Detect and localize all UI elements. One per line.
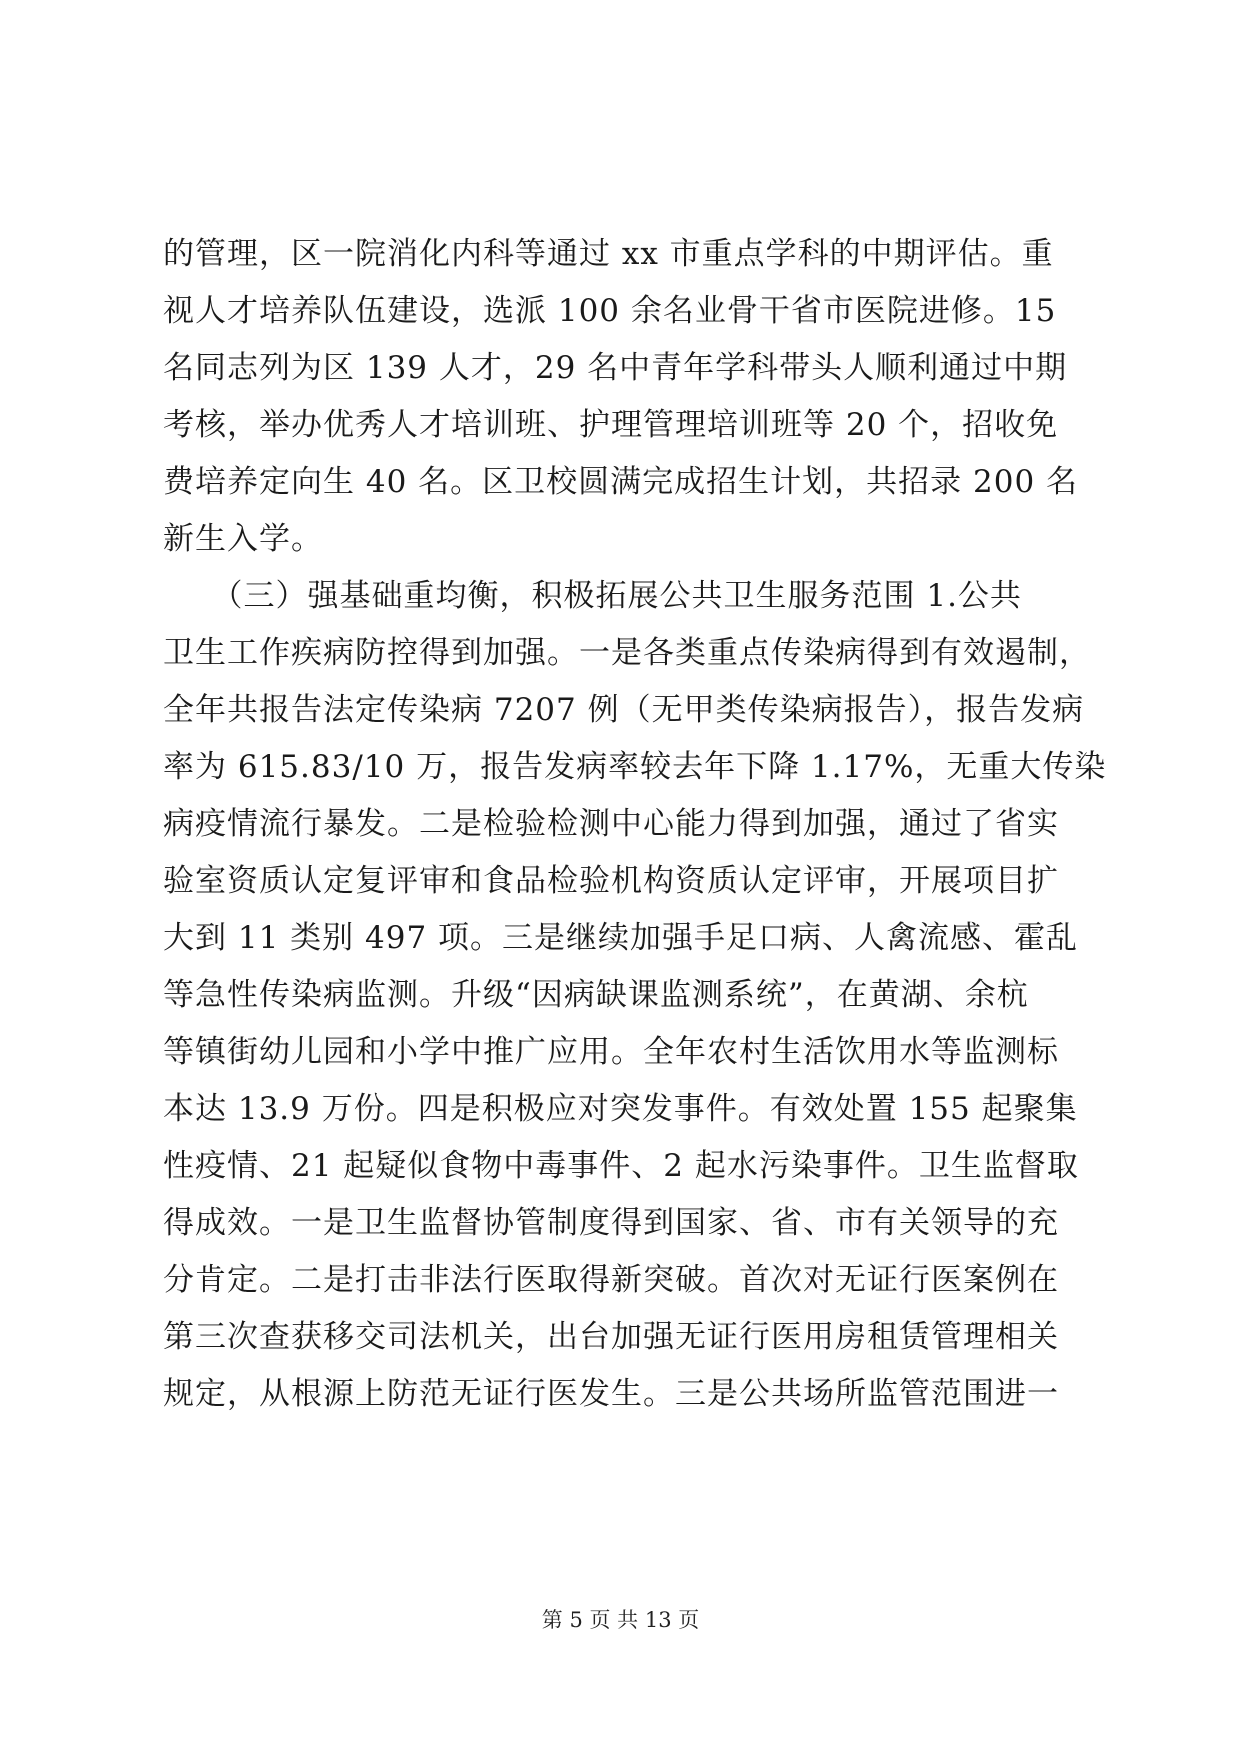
text-line: 率为 615.83/10 万，报告发病率较去年下降 1.17%，无重大传染 bbox=[163, 749, 1107, 785]
text-line: 第三次查获移交司法机关，出台加强无证行医用房租赁管理相关 bbox=[163, 1319, 1059, 1355]
body-text bbox=[163, 226, 1107, 1423]
text-line: 名同志列为区 139 人才，29 名中青年学科带头人顺利通过中期 bbox=[163, 350, 1068, 386]
text-line: 卫生工作疾病防控得到加强。一是各类重点传染病得到有效遏制， bbox=[163, 635, 1091, 671]
text-line: 本达 13.9 万份。四是积极应对突发事件。有效处置 155 起聚集 bbox=[163, 1091, 1078, 1127]
text-line: 视人才培养队伍建设，选派 100 余名业骨干省市医院进修。15 bbox=[163, 293, 1057, 329]
text-line: 验室资质认定复评审和食品检验机构资质认定评审，开展项目扩 bbox=[163, 863, 1059, 899]
text-line: 性疫情、21 起疑似食物中毒事件、2 起水污染事件。卫生监督取 bbox=[163, 1148, 1079, 1184]
text-line: 得成效。一是卫生监督协管制度得到国家、省、市有关领导的充 bbox=[163, 1205, 1059, 1241]
text-line: （三）强基础重均衡，积极拓展公共卫生服务范围 1.公共 bbox=[163, 578, 1022, 614]
text-line: 费培养定向生 40 名。区卫校圆满完成招生计划，共招录 200 名 bbox=[163, 464, 1079, 500]
text-line: 分肯定。二是打击非法行医取得新突破。首次对无证行医案例在 bbox=[163, 1262, 1059, 1298]
page-footer: 第 5 页 共 13 页 bbox=[541, 1608, 700, 1632]
text-line: 病疫情流行暴发。二是检验检测中心能力得到加强，通过了省实 bbox=[163, 806, 1059, 842]
text-line: 等镇街幼儿园和小学中推广应用。全年农村生活饮用水等监测标 bbox=[163, 1034, 1059, 1070]
text-line: 的管理，区一院消化内科等通过 xx 市重点学科的中期评估。重 bbox=[163, 236, 1054, 272]
text-line: 考核，举办优秀人才培训班、护理管理培训班等 20 个，招收免 bbox=[163, 407, 1059, 443]
text-line: 规定，从根源上防范无证行医发生。三是公共场所监管范围进一 bbox=[163, 1376, 1059, 1412]
text-line: 新生入学。 bbox=[163, 521, 323, 557]
text-line: 大到 11 类别 497 项。三是继续加强手足口病、人禽流感、霍乱 bbox=[163, 920, 1079, 956]
text-line: 等急性传染病监测。升级“因病缺课监测系统”，在黄湖、余杭 bbox=[163, 977, 1029, 1013]
text-line: 全年共报告法定传染病 7207 例（无甲类传染病报告），报告发病 bbox=[163, 692, 1085, 728]
